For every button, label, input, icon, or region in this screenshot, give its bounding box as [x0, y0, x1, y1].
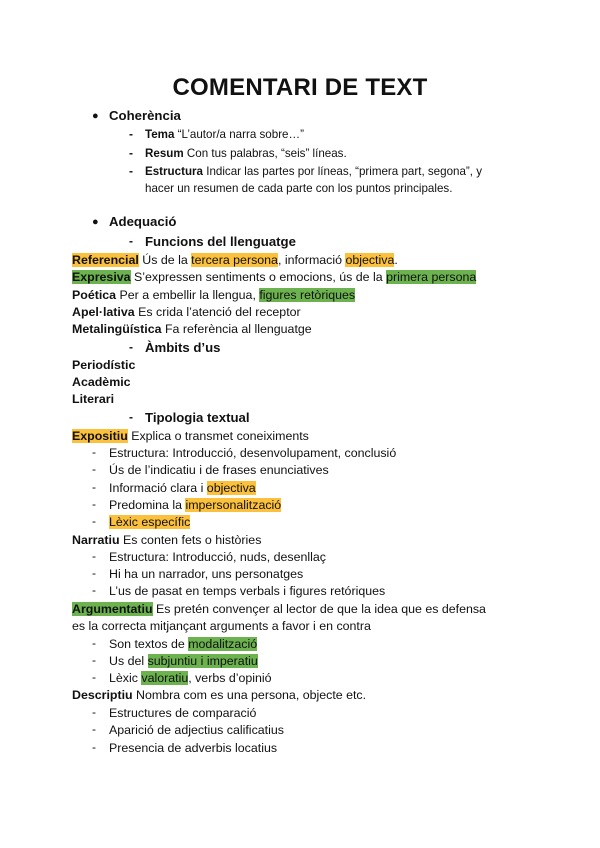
- tipus-argumentatiu-cont: es la correcta mitjançant arguments a favor i en contra: [72, 619, 371, 633]
- subheading-ambits: Àmbits d’us: [145, 340, 221, 355]
- ambit-item: Acadèmic: [72, 375, 131, 389]
- list-item: Ús de l’indicatiu i de frases enunciatives: [109, 463, 329, 477]
- list-item: Hi ha un narrador, uns personatges: [109, 567, 304, 581]
- dash-icon: -: [92, 497, 96, 511]
- tipus-expositiu: Expositiu Explica o transmet coneiximents: [72, 429, 309, 443]
- bullet-icon: ●: [92, 216, 99, 228]
- ambit-item: Periodístic: [72, 358, 136, 372]
- funcio-poetica: Poética Per a embellir la llengua, figures retòriques: [72, 288, 356, 302]
- dash-icon: -: [92, 566, 96, 580]
- coherencia-item-resum: Resum Con tus palabras, “seis” líneas.: [145, 147, 347, 160]
- subheading-funcions: Funcions del llenguatge: [145, 234, 296, 249]
- dash-icon: -: [92, 722, 96, 736]
- ambit-item: Literari: [72, 392, 115, 406]
- dash-icon: -: [92, 705, 96, 719]
- list-item: Son textos de modalització: [109, 637, 258, 651]
- tipus-argumentatiu: Argumentatiu Es pretén convençer al lector de que la idea que es defensa: [72, 602, 486, 616]
- dash-icon: -: [129, 164, 133, 178]
- dash-icon: -: [92, 653, 96, 667]
- coherencia-item-estructura-cont: hacer un resumen de cada parte con los puntos principales.: [145, 182, 453, 195]
- dash-icon: -: [92, 583, 96, 597]
- list-item: Lèxic específic: [109, 515, 191, 529]
- list-item: Presencia de adverbis locatius: [109, 741, 278, 755]
- dash-icon: -: [92, 445, 96, 459]
- dash-icon: -: [129, 410, 133, 424]
- dash-icon: -: [92, 740, 96, 754]
- list-item: Estructures de comparació: [109, 706, 257, 720]
- page-title: COMENTARI DE TEXT: [172, 74, 428, 101]
- list-item: Informació clara i objectiva: [109, 481, 256, 495]
- dash-icon: -: [129, 146, 133, 160]
- dash-icon: -: [92, 514, 96, 528]
- dash-icon: -: [129, 127, 133, 141]
- list-item: L’us de pasat en temps verbals i figures retóriques: [109, 584, 386, 598]
- subheading-tipologia: Tipologia textual: [145, 410, 250, 425]
- dash-icon: -: [92, 480, 96, 494]
- funcio-apelativa: Apel·lativa Es crida l’atenció del receptor: [72, 305, 301, 319]
- list-item: Estructura: Introducció, desenvolupament, conclusió: [109, 446, 397, 460]
- dash-icon: -: [92, 670, 96, 684]
- section-heading-adequacio: Adequació: [109, 214, 177, 229]
- funcio-referencial: Referencial Ús de la tercera persona, informació objectiva.: [72, 253, 398, 267]
- dash-icon: -: [92, 462, 96, 476]
- dash-icon: -: [92, 636, 96, 650]
- section-heading-coherencia: Coherència: [109, 108, 181, 123]
- coherencia-item-estructura: Estructura Indicar las partes por líneas, “primera part, segona”, y: [145, 165, 483, 178]
- list-item: Us del subjuntiu i imperatiu: [109, 654, 258, 668]
- bullet-icon: ●: [92, 110, 99, 122]
- dash-icon: -: [129, 234, 133, 248]
- list-item: Lèxic valoratiu, verbs d’opinió: [109, 671, 272, 685]
- list-item: Predomina la impersonalització: [109, 498, 282, 512]
- tipus-descriptiu: Descriptiu Nombra com es una persona, objecte etc.: [72, 688, 367, 702]
- funcio-metalinguistica: Metalingüística Fa referència al llenguatge: [72, 322, 312, 336]
- funcio-expresiva: Expresiva S’expressen sentiments o emocions, ús de la primera persona: [72, 270, 477, 284]
- list-item: Estructura: Introducció, nuds, desenllaç: [109, 550, 326, 564]
- tipus-narratiu: Narratiu Es conten fets o històries: [72, 533, 262, 547]
- coherencia-item-tema: Tema “L’autor/a narra sobre…”: [145, 128, 304, 141]
- list-item: Aparició de adjectius calificatius: [109, 723, 284, 737]
- dash-icon: -: [129, 340, 133, 354]
- dash-icon: -: [92, 549, 96, 563]
